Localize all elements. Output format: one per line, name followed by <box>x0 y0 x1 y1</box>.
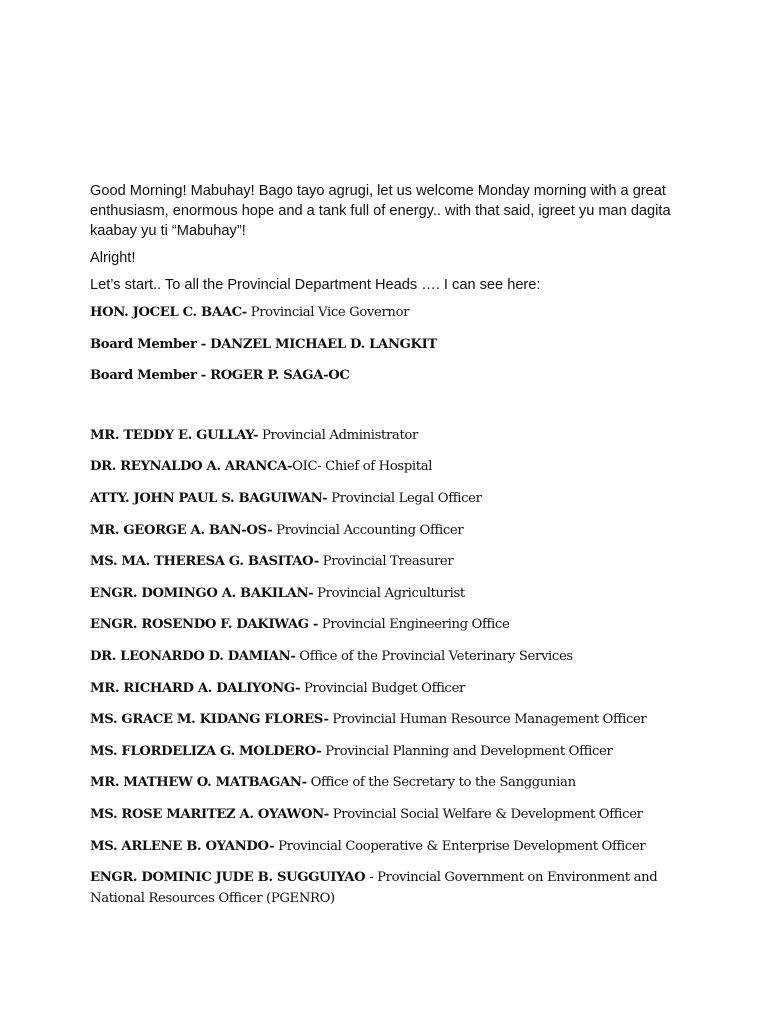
head-name: MR. GEORGE A. BAN-OS- <box>90 522 273 538</box>
head-role: Office of the Secretary to the Sanggunian <box>306 775 576 791</box>
list-item <box>90 488 690 509</box>
head-name: DR. REYNALDO A. ARANCA- <box>90 459 293 475</box>
list-item <box>90 456 690 477</box>
head-role: Provincial Human Resource Management Officer <box>328 712 647 728</box>
list-item <box>90 365 690 386</box>
list-item <box>90 583 690 604</box>
list-item <box>90 741 690 762</box>
list-item <box>90 520 690 541</box>
greeting-paragraph: Good Morning! Mabuhay! Bago tayo agrugi, let us welcome Monday morning with a great enthusiasm, enormous hope and a tank full of energy.. with that said, igreet yu man dagita kaabay yu ti “Mabuhay”! <box>90 183 671 239</box>
head-role: Provincial Budget Officer <box>300 680 466 696</box>
list-item <box>90 709 690 730</box>
official-name: Board Member - ROGER P. SAGA-OC <box>90 368 350 384</box>
head-role: Provincial Agriculturist <box>313 585 465 601</box>
head-name: MS. ARLENE B. OYANDO- <box>90 838 275 854</box>
list-item <box>90 772 690 793</box>
list-item <box>90 804 690 825</box>
official-name: Board Member - DANZEL MICHAEL D. LANGKIT <box>90 336 437 352</box>
head-role: Provincial Cooperative & Enterprise Development Officer <box>274 838 646 854</box>
officials-list <box>90 302 690 386</box>
head-name: MR. RICHARD A. DALIYONG- <box>90 680 301 696</box>
alright-paragraph: Alright! <box>90 250 136 266</box>
head-role: Provincial Accounting Officer <box>272 522 464 538</box>
head-name: MR. MATHEW O. MATBAGAN- <box>90 775 307 791</box>
head-role: - Provincial Government on Environment and National Resources Officer (PGENRO) <box>90 870 658 907</box>
head-name: MS. GRACE M. KIDANG FLORES- <box>90 712 329 728</box>
head-role: Provincial Treasurer <box>318 554 454 570</box>
head-name: ENGR. DOMINIC JUDE B. SUGGUIYAO <box>90 870 366 886</box>
head-role: Provincial Legal Officer <box>327 490 482 506</box>
head-role: Provincial Engineering Office <box>318 617 510 633</box>
start-paragraph: Let’s start.. To all the Provincial Department Heads …. I can see here: <box>90 277 541 293</box>
head-name: MS. MA. THERESA G. BASITAO- <box>90 554 319 570</box>
list-item <box>90 551 690 572</box>
head-name: ENGR. ROSENDO F. DAKIWAG - <box>90 617 319 633</box>
head-name: ENGR. DOMINGO A. BAKILAN- <box>90 585 314 601</box>
list-item <box>90 334 690 355</box>
official-role: Provincial Vice Governor <box>246 305 410 320</box>
list-item <box>90 425 690 446</box>
list-item <box>90 302 690 323</box>
department-heads-list <box>90 425 690 909</box>
list-item <box>90 867 690 909</box>
head-role: Provincial Administrator <box>258 427 418 443</box>
head-role: Provincial Social Welfare & Development Officer <box>328 806 643 822</box>
head-name: DR. LEONARDO D. DAMIAN- <box>90 648 296 664</box>
head-name: MR. TEDDY E. GULLAY- <box>90 427 259 443</box>
section-spacer <box>90 397 690 425</box>
list-item <box>90 614 690 635</box>
list-item <box>90 678 690 699</box>
head-name: MS. ROSE MARITEZ A. OYAWON- <box>90 806 329 822</box>
head-name: ATTY. JOHN PAUL S. BAGUIWAN- <box>90 490 328 506</box>
head-role: Provincial Planning and Development Officer <box>321 743 613 759</box>
head-role: OIC- Chief of Hospital <box>292 459 433 475</box>
document-page <box>90 181 690 920</box>
list-item <box>90 646 690 667</box>
list-item <box>90 836 690 857</box>
head-role: Office of the Provincial Veterinary Services <box>295 648 573 664</box>
official-name: HON. JOCEL C. BAAC- <box>90 305 247 320</box>
head-name: MS. FLORDELIZA G. MOLDERO- <box>90 743 322 759</box>
